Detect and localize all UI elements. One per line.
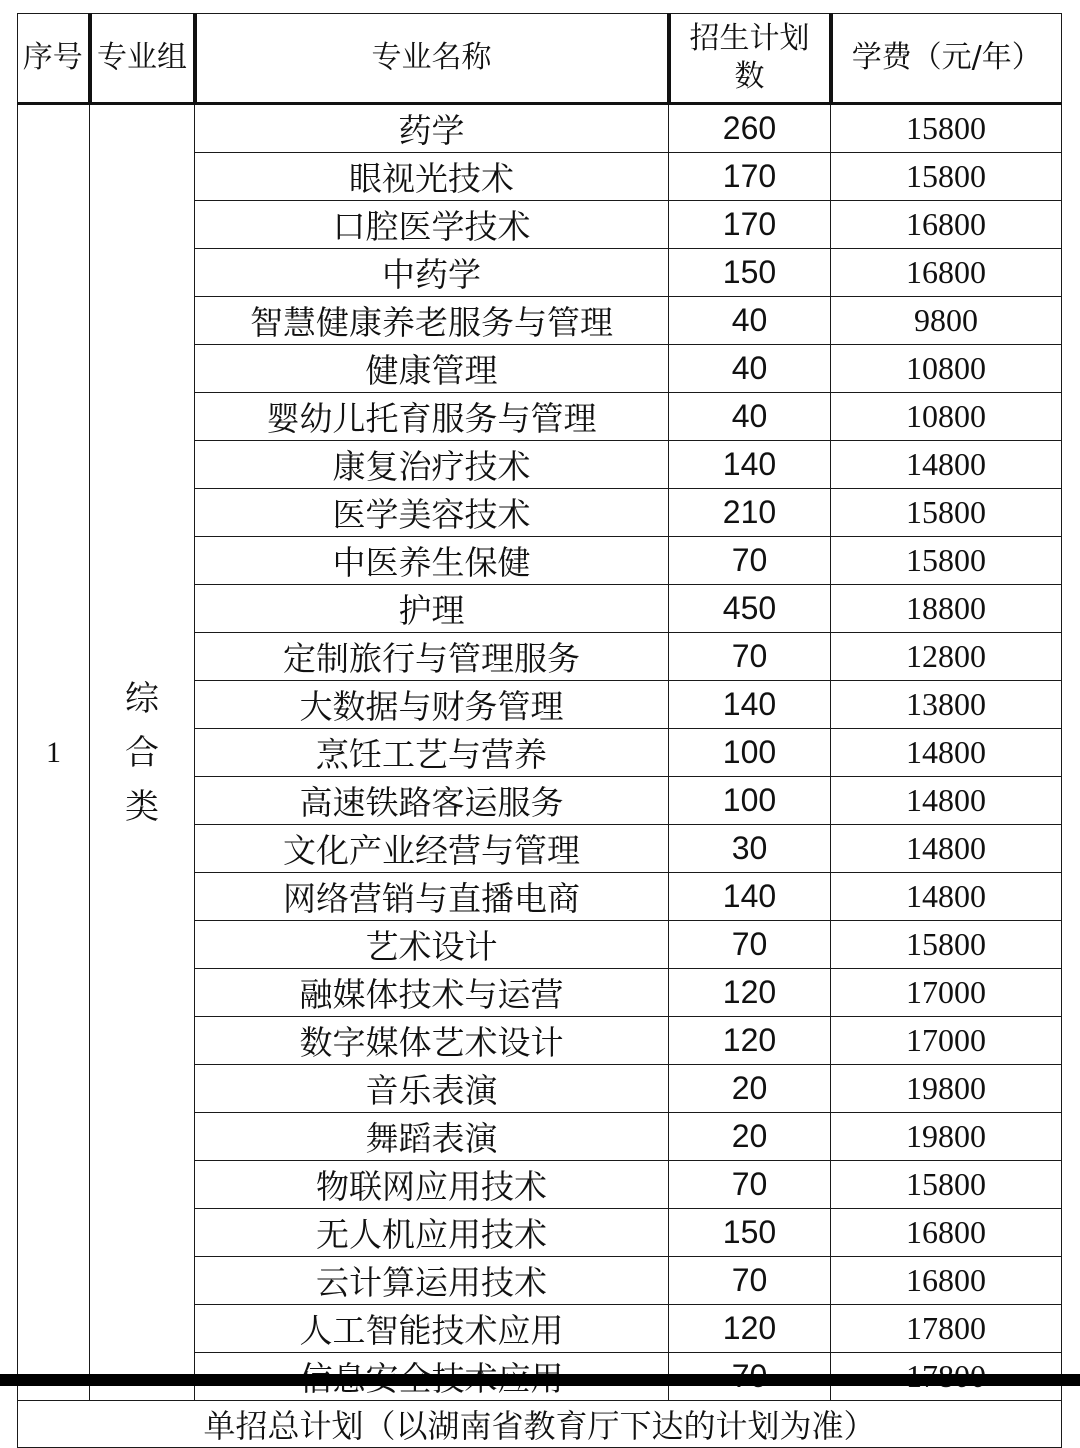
fee-cell: 14800 (831, 729, 1062, 777)
major-name-cell: 眼视光技术 (195, 153, 669, 201)
major-name-cell: 口腔医学技术 (195, 201, 669, 249)
major-name-cell: 艺术设计 (195, 921, 669, 969)
header-plan-line2: 数 (734, 59, 765, 94)
header-seq: 序号 (18, 14, 90, 104)
fee-cell: 17000 (831, 969, 1062, 1017)
fee-cell: 14800 (831, 825, 1062, 873)
major-name-cell: 婴幼儿托育服务与管理 (195, 393, 669, 441)
fee-cell: 14800 (831, 441, 1062, 489)
major-name-cell: 护理 (195, 585, 669, 633)
quota-cell: 30 (669, 825, 831, 873)
major-name-cell: 定制旅行与管理服务 (195, 633, 669, 681)
fee-cell: 9800 (831, 297, 1062, 345)
major-name-cell: 烹饪工艺与营养 (195, 729, 669, 777)
fee-cell: 19800 (831, 1113, 1062, 1161)
group-char: 类 (125, 786, 159, 827)
major-name-cell: 物联网应用技术 (195, 1161, 669, 1209)
quota-cell: 70 (669, 1161, 831, 1209)
quota-cell: 210 (669, 489, 831, 537)
quota-cell: 40 (669, 393, 831, 441)
major-name-cell: 融媒体技术与运营 (195, 969, 669, 1017)
fee-cell: 16800 (831, 249, 1062, 297)
quota-cell: 20 (669, 1113, 831, 1161)
fee-cell: 15800 (831, 489, 1062, 537)
quota-cell: 70 (669, 1257, 831, 1305)
quota-cell: 170 (669, 201, 831, 249)
quota-cell: 140 (669, 873, 831, 921)
major-name-cell: 人工智能技术应用 (195, 1305, 669, 1353)
group-char: 合 (125, 732, 159, 773)
fee-cell: 17000 (831, 1017, 1062, 1065)
fee-cell: 13800 (831, 681, 1062, 729)
fee-cell: 19800 (831, 1065, 1062, 1113)
quota-cell: 120 (669, 1017, 831, 1065)
major-name-cell: 医学美容技术 (195, 489, 669, 537)
quota-cell: 150 (669, 1209, 831, 1257)
quota-cell: 140 (669, 441, 831, 489)
seq-cell: 1 (18, 104, 90, 1401)
major-name-cell: 康复治疗技术 (195, 441, 669, 489)
fee-cell: 18800 (831, 585, 1062, 633)
major-name-cell: 舞蹈表演 (195, 1113, 669, 1161)
header-fee: 学费（元/年） (831, 14, 1062, 104)
fee-cell: 14800 (831, 873, 1062, 921)
major-name-cell: 高速铁路客运服务 (195, 777, 669, 825)
major-name-cell: 音乐表演 (195, 1065, 669, 1113)
header-name: 专业名称 (195, 14, 669, 104)
quota-cell: 70 (669, 537, 831, 585)
fee-cell: 12800 (831, 633, 1062, 681)
major-name-cell: 药学 (195, 104, 669, 153)
major-name-cell: 中医养生保健 (195, 537, 669, 585)
major-name-cell: 健康管理 (195, 345, 669, 393)
fee-cell: 15800 (831, 1161, 1062, 1209)
bottom-edge-bar (0, 1374, 1080, 1386)
fee-cell: 15800 (831, 921, 1062, 969)
fee-cell: 15800 (831, 104, 1062, 153)
table-row (18, 104, 1062, 153)
major-name-cell: 文化产业经营与管理 (195, 825, 669, 873)
quota-cell: 170 (669, 153, 831, 201)
footer-row (18, 1401, 1062, 1448)
table-body (18, 104, 1062, 1448)
quota-cell: 20 (669, 1065, 831, 1113)
major-name-cell: 数字媒体艺术设计 (195, 1017, 669, 1065)
fee-cell: 10800 (831, 393, 1062, 441)
fee-cell: 15800 (831, 537, 1062, 585)
fee-cell: 16800 (831, 1257, 1062, 1305)
fee-cell: 10800 (831, 345, 1062, 393)
major-name-cell: 大数据与财务管理 (195, 681, 669, 729)
quota-cell: 70 (669, 633, 831, 681)
group-cell (90, 104, 195, 1401)
fee-cell: 16800 (831, 1209, 1062, 1257)
major-name-cell: 无人机应用技术 (195, 1209, 669, 1257)
major-name-cell: 云计算运用技术 (195, 1257, 669, 1305)
header-group: 专业组 (90, 14, 195, 104)
major-name-cell: 智慧健康养老服务与管理 (195, 297, 669, 345)
header-row (18, 14, 1062, 104)
quota-cell: 70 (669, 921, 831, 969)
header-plan-line1: 招生计划 (689, 21, 810, 56)
fee-cell: 17800 (831, 1305, 1062, 1353)
enrollment-plan-table (17, 13, 1062, 1448)
quota-cell: 140 (669, 681, 831, 729)
header-plan (669, 14, 831, 104)
quota-cell: 40 (669, 345, 831, 393)
fee-cell: 15800 (831, 153, 1062, 201)
quota-cell: 120 (669, 969, 831, 1017)
quota-cell: 150 (669, 249, 831, 297)
group-char: 综 (125, 678, 159, 719)
quota-cell: 100 (669, 729, 831, 777)
major-name-cell: 网络营销与直播电商 (195, 873, 669, 921)
footer-note: 单招总计划（以湖南省教育厅下达的计划为准） (18, 1401, 1062, 1448)
fee-cell: 14800 (831, 777, 1062, 825)
quota-cell: 120 (669, 1305, 831, 1353)
quota-cell: 100 (669, 777, 831, 825)
fee-cell: 16800 (831, 201, 1062, 249)
quota-cell: 450 (669, 585, 831, 633)
quota-cell: 40 (669, 297, 831, 345)
major-name-cell: 中药学 (195, 249, 669, 297)
enrollment-plan-sheet (17, 13, 1061, 1448)
quota-cell: 260 (669, 104, 831, 153)
